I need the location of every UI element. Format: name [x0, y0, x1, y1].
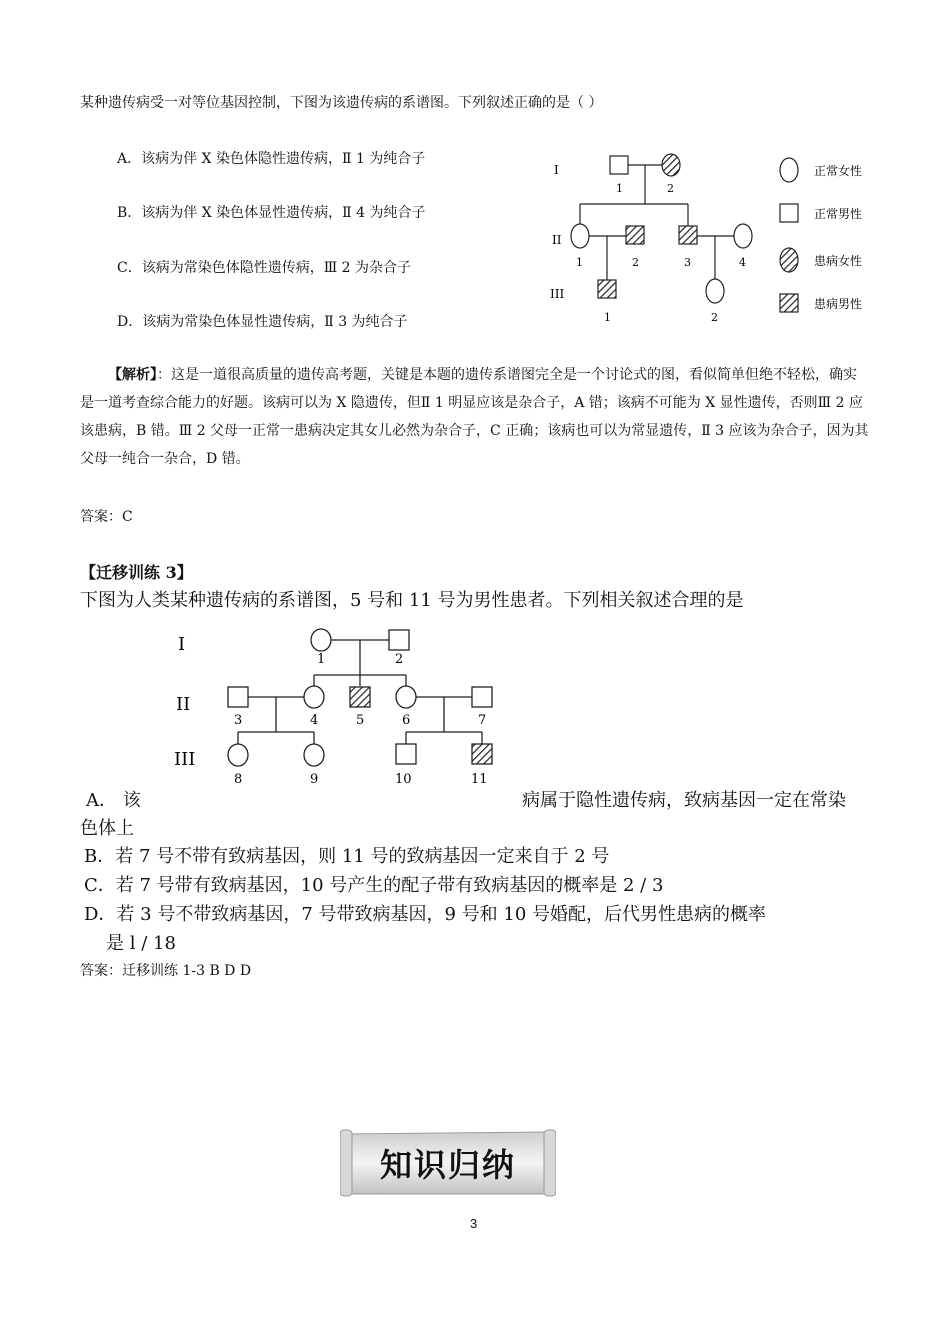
pedigree1-num-i2: 2	[667, 182, 674, 195]
pedigree1-num-i1: 1	[616, 182, 623, 195]
question2-option-b: B．若 7 号不带有致病基因，则 11 号的致病基因一定来自于 2 号	[84, 846, 610, 867]
gen-label-i: I	[554, 163, 559, 177]
question1-option-c: C．该病为常染色体隐性遗传病，Ⅲ 2 为杂合子	[117, 260, 412, 276]
pedigree1-ii3-affected-male	[679, 226, 697, 244]
pedigree2-9-normal-female	[304, 744, 324, 766]
legend-affected-male-symbol	[780, 294, 798, 312]
pedigree2-6-normal-female	[396, 686, 416, 708]
gen-label-iii: III	[174, 749, 196, 770]
page-number: 3	[470, 1216, 478, 1231]
pedigree2-3-normal-male	[228, 687, 248, 707]
pedigree2-num-11: 11	[471, 772, 488, 787]
pedigree2-num-6: 6	[402, 713, 411, 728]
pedigree1-iii2-normal-female	[706, 279, 724, 303]
legend-normal-male-symbol	[780, 204, 798, 222]
pedigree2-num-1: 1	[317, 652, 326, 667]
question1-answer: 答案：C	[80, 509, 133, 525]
pedigree1-iii1-affected-male	[598, 280, 616, 298]
question2-stem: 下图为人类某种遗传病的系谱图，5 号和 11 号为男性患者。下列相关叙述合理的是	[80, 590, 744, 611]
pedigree2-num-5: 5	[356, 713, 365, 728]
pedigree1-ii4-normal-female	[734, 224, 752, 248]
question2-option-a-right: 病属于隐性遗传病，致病基因一定在常染	[522, 790, 846, 811]
pedigree1-ii1-normal-female	[571, 224, 589, 248]
pedigree1-num-ii4: 4	[739, 256, 746, 269]
analysis-paragraph	[80, 361, 870, 473]
legend-affected-male-label: 患病男性	[814, 297, 863, 311]
question1-stem: 某种遗传病受一对等位基因控制，下图为该遗传病的系谱图。下列叙述正确的是（ ）	[80, 95, 603, 111]
gen-label-iii: III	[550, 287, 565, 301]
analysis-label: 【解析】	[108, 367, 157, 383]
gen-label-i: I	[178, 634, 186, 655]
pedigree1-num-ii3: 3	[684, 256, 691, 269]
pedigree1-i2-affected-female	[662, 154, 680, 176]
pedigree-diagram-2	[160, 620, 530, 790]
question1-option-d: D．该病为常染色体显性遗传病，Ⅱ 3 为纯合子	[117, 314, 408, 330]
pedigree2-num-4: 4	[310, 713, 319, 728]
pedigree1-num-iii1: 1	[604, 311, 611, 324]
pedigree2-num-3: 3	[234, 713, 243, 728]
pedigree1-ii2-affected-male	[626, 226, 644, 244]
pedigree2-10-normal-male	[396, 744, 416, 764]
pedigree1-num-ii1: 1	[576, 256, 583, 269]
question2-option-d-cont: 是 l / 18	[106, 933, 176, 954]
legend-normal-male-label: 正常男性	[814, 207, 863, 221]
pedigree2-4-normal-female	[304, 686, 324, 708]
pedigree1-num-iii2: 2	[711, 311, 718, 324]
legend-affected-female-symbol	[780, 248, 798, 272]
question1-option-b: B．该病为伴 X 染色体显性遗传病，Ⅱ 4 为纯合子	[117, 205, 426, 221]
pedigree2-5-affected-male	[350, 687, 370, 707]
pedigree2-num-10: 10	[395, 772, 412, 787]
legend-normal-female-label: 正常女性	[814, 164, 863, 178]
question2-option-a-cont: 色体上	[80, 818, 134, 839]
question1-option-a: A．该病为伴 X 染色体隐性遗传病，Ⅱ 1 为纯合子	[117, 151, 426, 167]
pedigree2-num-2: 2	[395, 652, 404, 667]
legend-affected-female-label: 患病女性	[814, 254, 863, 268]
pedigree1-i1-normal-male	[610, 156, 628, 174]
section-title: 【迁移训练 3】	[80, 563, 193, 582]
pedigree2-7-normal-male	[472, 687, 492, 707]
pedigree2-8-normal-female	[228, 744, 248, 766]
pedigree2-2-normal-male	[389, 630, 409, 650]
pedigree1-num-ii2: 2	[632, 256, 639, 269]
banner-title: 知识归纳	[379, 1146, 516, 1184]
gen-label-ii: II	[552, 233, 562, 247]
pedigree2-1-normal-female	[311, 629, 331, 651]
pedigree-diagram-1	[538, 140, 878, 340]
question2-option-d: D．若 3 号不带致病基因，7 号带致病基因，9 号和 10 号婚配，后代男性患病的概率	[84, 904, 767, 925]
pedigree2-num-9: 9	[310, 772, 319, 787]
question2-answer: 答案：迁移训练 1-3 B D D	[80, 963, 252, 979]
legend-normal-female-symbol	[780, 158, 798, 182]
pedigree2-num-7: 7	[478, 713, 487, 728]
pedigree2-11-affected-male	[472, 744, 492, 764]
gen-label-ii: II	[176, 694, 191, 715]
question2-option-c: C．若 7 号带有致病基因，10 号产生的配子带有致病基因的概率是 2 / 3	[84, 875, 664, 896]
question2-option-a-left: A． 该	[86, 790, 141, 811]
knowledge-summary-banner	[340, 1128, 556, 1198]
pedigree2-num-8: 8	[234, 772, 243, 787]
analysis-text: ：这是一道很高质量的遗传高考题，关键是本题的遗传系谱图完全是一个讨论式的图，看似简单但绝不轻松，确实是一道考查综合能力的好题。该病可以为 X 隐遗传，但Ⅱ 1 明显应该是杂合子，A 错；该病不可能为 X 显性遗传，否则Ⅲ 2 应该患病，B 错。Ⅲ 2 父母一正常一患病决定其女儿必然为杂合子，C 正确；该病也可以为常显遗传，Ⅱ 3 应该为杂合子，因为其父母一纯合一杂合，D 错。	[80, 367, 869, 467]
